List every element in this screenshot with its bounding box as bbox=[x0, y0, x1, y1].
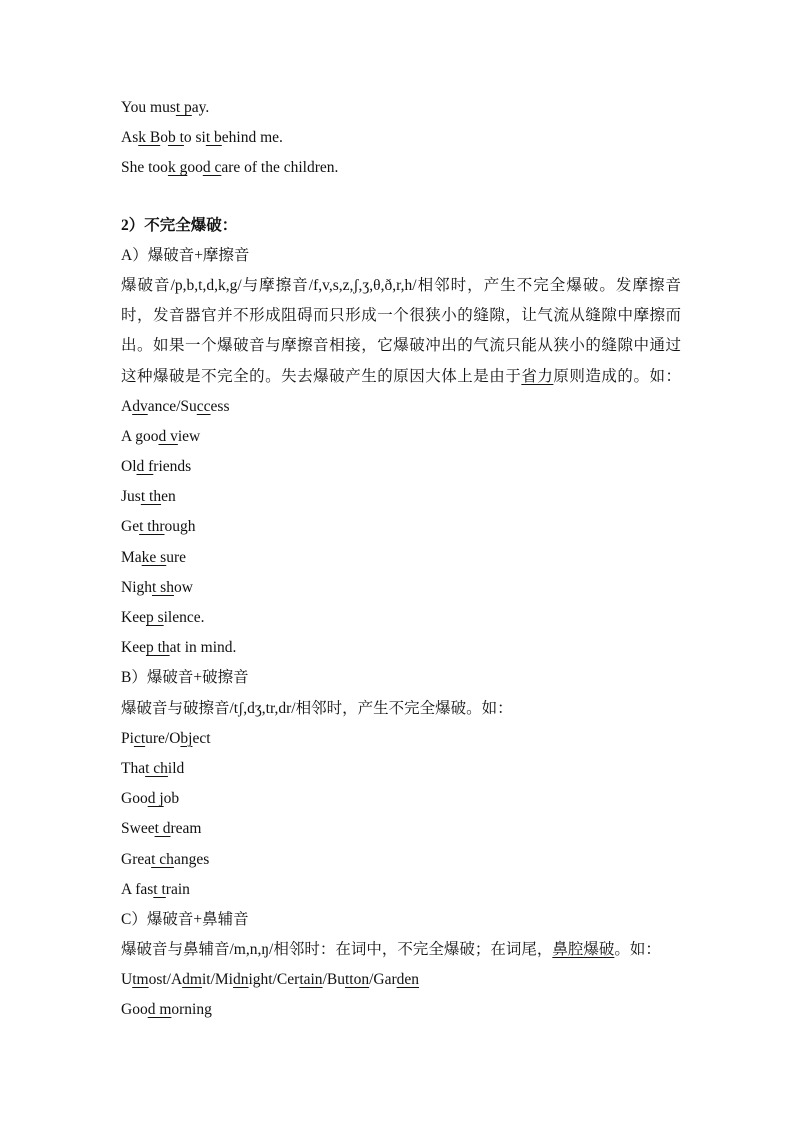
text-line: A fast train bbox=[121, 880, 190, 898]
text-line: Sweet dream bbox=[121, 820, 202, 838]
text-line: Utmost/Admit/Midnight/Certain/Button/Garden bbox=[121, 971, 420, 989]
text-line: Picture/Object bbox=[121, 729, 211, 747]
text-line: Great changes bbox=[121, 850, 210, 868]
text-line: Good job bbox=[121, 790, 180, 808]
text-line: 这种爆破是不完全的。失去爆破产生的原因大体上是由于省力原则造成的。如： bbox=[121, 367, 681, 385]
text-line: 时，发音器官并不形成阻碍而只形成一个很狭小的缝隙，让气流从缝隙中摩擦而 bbox=[121, 307, 681, 325]
text-line: Make sure bbox=[121, 548, 187, 566]
text-line: 出。如果一个爆破音与摩擦音相接，它爆破冲出的气流只能从狭小的缝隙中通过 bbox=[121, 337, 681, 355]
text-line: Get through bbox=[121, 518, 196, 536]
document-body bbox=[121, 93, 681, 1026]
text-line: Just then bbox=[121, 488, 176, 506]
text-line: Keep silence. bbox=[121, 609, 205, 626]
text-line: A good view bbox=[121, 427, 201, 445]
text-line: Night show bbox=[121, 578, 193, 596]
text-line: Old friends bbox=[121, 458, 192, 476]
text-line: Advance/Success bbox=[121, 397, 230, 415]
section-heading: 2）不完全爆破： bbox=[121, 216, 238, 234]
text-line: Good morning bbox=[121, 1001, 212, 1019]
text-line: She took good care of the children. bbox=[121, 159, 339, 177]
text-line: C）爆破音+鼻辅音 bbox=[121, 910, 249, 928]
text-line: B）爆破音+破擦音 bbox=[121, 669, 249, 687]
text-line: 爆破音与鼻辅音/m,n,ŋ/相邻时：在词中，不完全爆破；在词尾，鼻腔爆破。如： bbox=[121, 941, 661, 959]
text-line: Ask Bob to sit behind me. bbox=[121, 129, 283, 147]
text-line: 爆破音与破擦音/tʃ,dʒ,tr,dr/相邻时，产生不完全爆破。如： bbox=[121, 699, 513, 717]
text-line: That child bbox=[121, 759, 185, 777]
paragraph-gap bbox=[121, 184, 681, 211]
text-line: You must pay. bbox=[121, 99, 210, 116]
text-line: Keep that in mind. bbox=[121, 639, 237, 657]
text-line: A）爆破音+摩擦音 bbox=[121, 246, 250, 264]
text-line: 爆破音/p,b,t,d,k,g/与摩擦音/f,v,s,z,ʃ,ʒ,θ,ð,r,h/相邻时，产生不完全爆破。发摩擦音 bbox=[121, 276, 681, 294]
